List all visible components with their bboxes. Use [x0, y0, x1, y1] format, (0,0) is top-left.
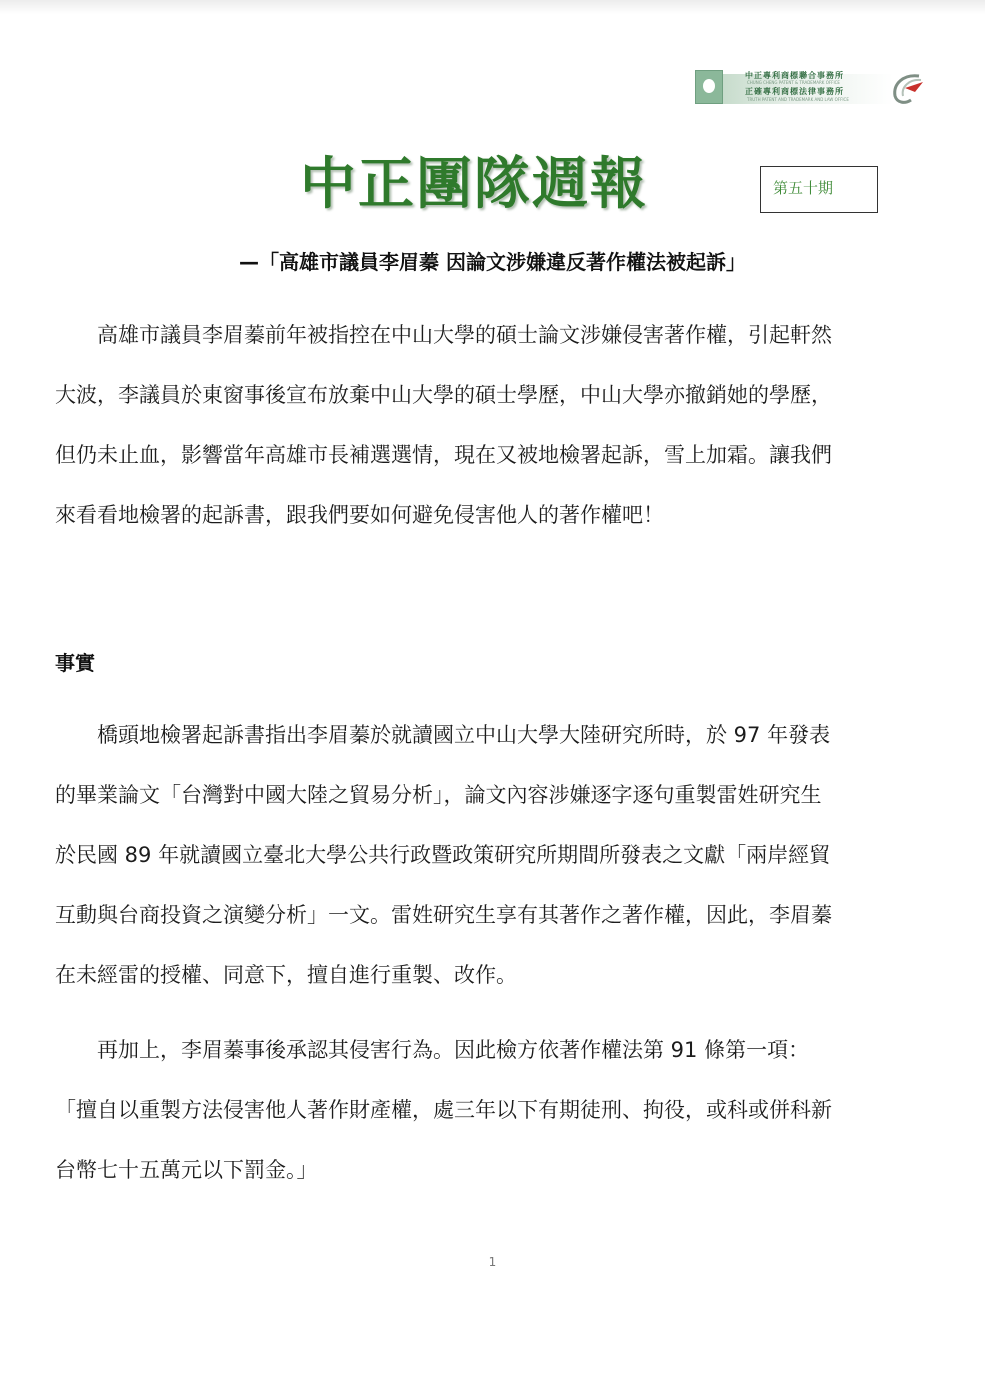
logo-name-en-2: TRUTH PATENT AND TRADEMARK AND LAW OFFICE [747, 97, 849, 102]
logo-name-cn-2: 正確專利商標法律事務所 [745, 87, 844, 96]
facts-line: 互動與台商投資之演變分析」一文。雷姓研究生享有其著作之著作權，因此，李眉蓁 [55, 903, 832, 927]
facts-line: 橋頭地檢署起訴書指出李眉蓁於就讀國立中山大學大陸研究所時，於 97 年發表 [55, 723, 831, 747]
intro-line: 來看看地檢署的起訴書，跟我們要如何避免侵害他人的著作權吧！ [55, 503, 664, 527]
facts-line: 台幣七十五萬元以下罰金。」 [55, 1158, 318, 1182]
article-subtitle: —「高雄市議員李眉蓁 因論文涉嫌違反著作權法被起訴」 [239, 250, 746, 274]
issue-number-box [760, 166, 878, 213]
facts-paragraph-2 [55, 1020, 920, 1200]
firm-logo [695, 70, 927, 106]
logo-name-en-1: CHUNG CHENG PATENT & TRADEMARK OFFICE [747, 80, 840, 85]
facts-line: 「擅自以重製方法侵害他人著作財產權，處三年以下有期徒刑、拘役，或科或併科新 [55, 1098, 832, 1122]
page-number: 1 [488, 1255, 497, 1269]
facts-line: 的畢業論文「台灣對中國大陸之貿易分析」，論文內容涉嫌逐字逐句重製雷姓研究生 [55, 783, 822, 807]
intro-paragraph [55, 305, 920, 545]
intro-line: 但仍未止血，影響當年高雄市長補選選情，現在又被地檢署起訴，雪上加霜。讓我們 [55, 443, 832, 467]
section-heading-facts: 事實 [55, 651, 95, 675]
intro-line: 高雄市議員李眉蓁前年被指控在中山大學的碩士論文涉嫌侵害著作權，引起軒然 [55, 323, 832, 347]
logo-mark-icon [695, 70, 723, 104]
issue-number: 第五十期 [773, 179, 834, 197]
facts-paragraph-1 [55, 705, 920, 1005]
intro-line: 大波，李議員於東窗事後宣布放棄中山大學的碩士學歷，中山大學亦撤銷她的學歷， [55, 383, 832, 407]
page-top-shadow [0, 0, 985, 14]
facts-line: 於民國 89 年就讀國立臺北大學公共行政暨政策研究所期間所發表之文獻「兩岸經貿 [55, 843, 831, 867]
facts-line: 在未經雷的授權、同意下，擅自進行重製、改作。 [55, 963, 517, 987]
facts-line: 再加上，李眉蓁事後承認其侵害行為。因此檢方依著作權法第 91 條第一項： [55, 1038, 810, 1062]
newsletter-title: 中正團隊週報 [300, 152, 648, 217]
logo-name-cn-1: 中正專利商標聯合事務所 [745, 71, 844, 80]
logo-swoosh-icon [885, 70, 925, 106]
